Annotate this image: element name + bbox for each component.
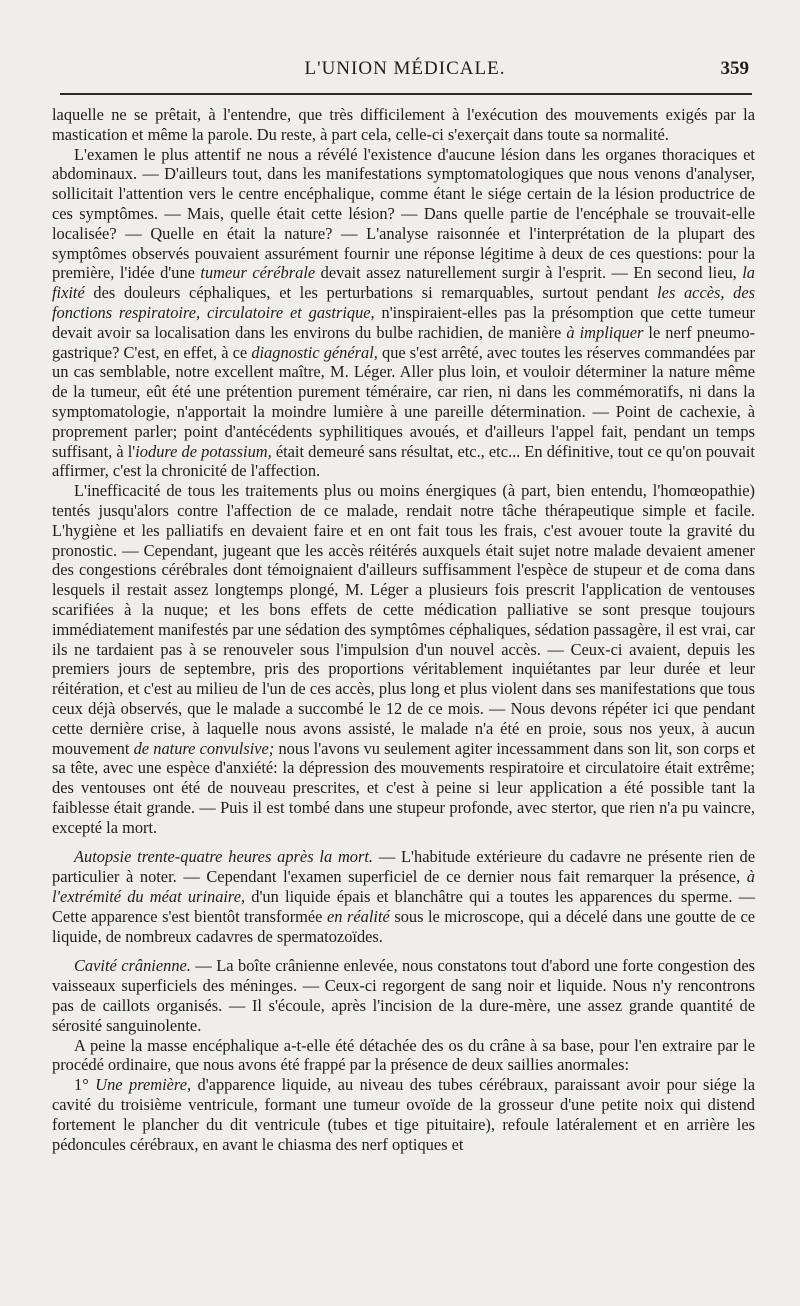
- header-rule: [60, 93, 752, 95]
- text-run: laquelle ne se prêtait, à l'entendre, que très difficilement à l'exécution des mouvements exigés par la mastication et même la parole. Du reste, à part cela, celle-ci s'exerçait dans toute sa normalité.: [52, 105, 755, 144]
- text-run: était demeuré sans résultat, etc., etc... En définitive, tout ce qu'on pouvait affirmer, c'est la chronicité de l'affection.: [52, 441, 755, 481]
- italic-text: tumeur cérébrale: [200, 263, 316, 283]
- text-run: L'inefficacité de tous les traitements plus ou moins énergiques (à part, bien entendu, l'homœopathie) tentés jusqu'alors contre l'affection de ce malade, rendait notre tâche thérapeutique simple et facile. L'hygiène et les palliatifs en devaient faire et en ont fait tous les frais, c'est avouer toute la gravité du pronostic. — Cependant, jugeant que les accès réitérés auxquels était sujet notre malade devaient amener des congestions cérébrales dont témoignaient d'ailleurs suffisamment l'espèce de stupeur et de coma dans lesquels il restait assez longtemps plongé, M. Léger a plusieurs fois prescrit l'application de ventouses scarifiées à la nuque; et les bons effets de cette médication palliative se sont presque toujours immédiatement manifestés par une sédation des symptômes céphaliques, sédation passagère, il est vrai, car ils ne tardaient pas à se renouveler sous l'impulsion d'un nouvel accès. — Ceux-ci avaient, depuis les premiers jours de septembre, pris des proportions véritablement inquiétantes par leur durée et leur réitération, et c'est au milieu de l'un de ces accès, plus long et plus violent dans ses manifestations que tous ceux déjà observés, que le malade a succombé le 12 de ce mois. — Nous devons répéter ici que pendant cette dernière crise, à laquelle nous avons assisté, le malade n'a été en proie, sous nos yeux, à aucun mouvement: [52, 481, 755, 758]
- text-run: L'examen le plus attentif ne nous a révélé l'existence d'aucune lésion dans les organes thoraciques et abdominaux. — D'ailleurs tout, dans les manifestations symptomatologiques que nous venons d'analyser, sollicitait l'attention vers le centre encéphalique, comme étant le siége certain de la lésion productrice de ces symptômes. — Mais, quelle était cette lésion? — Dans quelle partie de l'encéphale se trouvait-elle localisée? — Quelle en était la nature? — L'analyse raisonnée et l'interprétation de la plupart des symptômes observés pouvaient assurément fournir une réponse légitime à deux de ces questions: pour la première, l'idée d'une: [52, 144, 755, 283]
- italic-text: Une première,: [95, 1075, 192, 1095]
- italic-text: les accès, des fonctions respiratoire, circulatoire et gastrique,: [52, 283, 755, 322]
- text-run: sous le microscope, qui a décelé dans une goutte de ce liquide, de nombreux cadavres de spermatozoïdes.: [52, 906, 756, 946]
- running-title: L'UNION MÉDICALE.: [304, 58, 506, 79]
- text-run: 1°: [74, 1075, 96, 1095]
- paragraph: [52, 105, 755, 145]
- italic-text: iodure de potassium,: [135, 441, 272, 461]
- italic-text: de nature convulsive;: [133, 738, 275, 758]
- page-number: 359: [720, 58, 749, 79]
- paragraph: [52, 145, 755, 482]
- italic-text: Autopsie trente-quatre heures après la mort.: [74, 847, 374, 867]
- paragraph: [52, 1036, 755, 1076]
- paragraph: [52, 481, 755, 837]
- paragraph: [52, 847, 755, 946]
- text-run: que s'est arrêté, avec toutes les réserves commandées par un cas semblable, notre excellent maître, M. Léger. Aller plus loin, et vouloir déterminer la nature même de la tumeur, eût été une prétention purement téméraire, car rien, ni dans les commémoratifs, ni dans la symptomatologie, n'apportait la moindre lumière à une pareille détermination. — Point de cachexie, à proprement parler; point d'antécédents syphilitiques avoués, et d'ailleurs l'appel fait, pendant un temps suffisant, à l': [52, 342, 756, 461]
- text-run: d'apparence liquide, au niveau des tubes cérébraux, paraissant avoir pour siége la cavité du troisième ventricule, formant une tumeur ovoïde de la grosseur d'une petite noix qui distend fortement le plancher du dit ventricule (tubes et tige pituitaire), refoule latéralement et en arrière les pédoncules cérébraux, en avant le chiasma des nerf optiques et: [52, 1075, 755, 1154]
- paragraph: [52, 956, 755, 1035]
- italic-text: à impliquer: [566, 322, 644, 342]
- italic-text: en réalité: [327, 906, 390, 926]
- text-run: A peine la masse encéphalique a-t-elle été détachée des os du crâne à sa base, pour l'en extraire par le procédé ordinaire, que nous avons été frappé par la présence de deux saillies anormales:: [52, 1035, 755, 1075]
- article-body: [52, 105, 755, 1154]
- text-run: le nerf pneumo-gastrique? C'est, en effet, à ce: [52, 322, 755, 362]
- italic-text: la fixité: [52, 263, 755, 303]
- text-run: des douleurs céphaliques, et les perturbations si remarquables, surtout pendant: [84, 283, 658, 303]
- italic-text: Cavité crânienne.: [74, 956, 191, 976]
- text-run: devait assez naturellement surgir à l'esprit. — En second lieu,: [315, 263, 743, 283]
- text-run: nous l'avons vu seulement agiter incessamment dans son lit, son corps et sa tête, avec une espèce d'anxiété: la dépression des mouvements respiratoire et circulatoire était extrême; des ventouses ont été de nouveau prescrites, et c'est à peine si leur application a été possible tant la faiblesse était grande. — Puis il est tombé dans une stupeur profonde, avec stertor, que rien n'a pu vaincre, excepté la mort.: [52, 738, 756, 837]
- text-run: — La boîte crânienne enlevée, nous constatons tout d'abord une forte congestion des vaisseaux superficiels des méninges. — Ceux-ci regorgent de sang noir et liquide. Nous n'y rencontrons pas de caillots organisés. — Il s'écoule, après l'incision de la dure-mère, une assez grande quantité de sérosité sanguinolente.: [52, 956, 755, 1035]
- italic-text: à l'extrémité du méat urinaire,: [52, 867, 755, 907]
- text-run: d'un liquide épais et blanchâtre qui a toutes les apparences du sperme. — Cette apparence s'est bientôt transformée: [52, 887, 756, 926]
- text-run: n'inspiraient-elles pas la présomption que cette tumeur devait avoir sa localisation dans les environs du bulbe rachidien, de manière: [52, 302, 755, 342]
- paragraph: [52, 1075, 755, 1154]
- text-run: — L'habitude extérieure du cadavre ne présente rien de particulier à noter. — Cependant l'examen superficiel de ce dernier nous fait remarquer la présence,: [52, 847, 756, 887]
- page-header: [55, 58, 755, 88]
- italic-text: diagnostic général,: [251, 342, 378, 362]
